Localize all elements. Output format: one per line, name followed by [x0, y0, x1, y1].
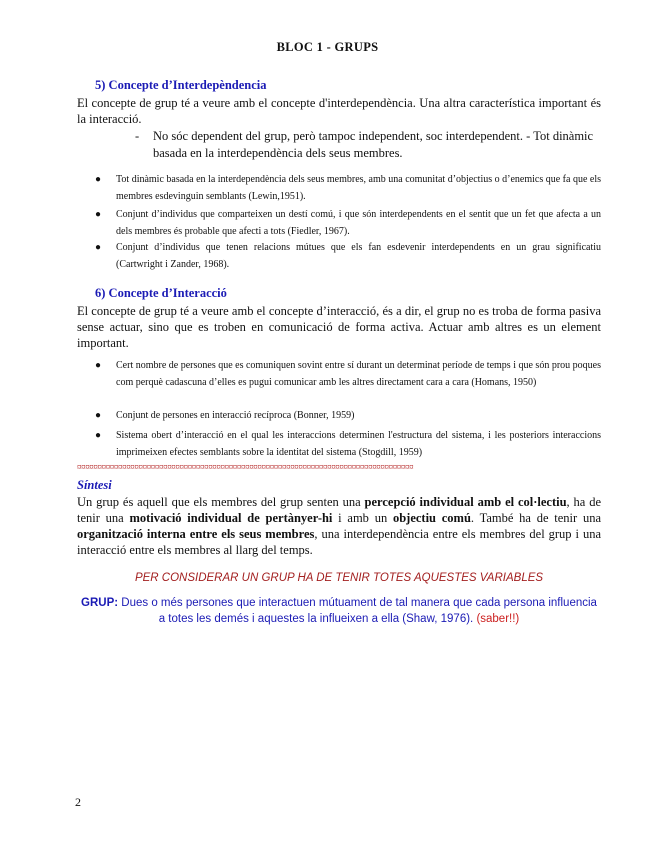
bullet-icon: ●	[95, 209, 102, 220]
bullet-icon: ●	[95, 430, 102, 441]
dash-marker: -	[135, 129, 140, 143]
list-item-text: Tot dinàmic basada en la interdependència dels seus membres, amb una comunitat d’objectius o d’enemics que fa que els membres esdevinguin semblants (Lewin,1951).	[116, 174, 601, 202]
synthesis-text: i amb un	[332, 511, 393, 525]
group-definition	[77, 595, 601, 627]
list-item	[95, 171, 601, 205]
synthesis-emphasis: organització interna entre els seus membres	[77, 527, 315, 541]
list-item-text: Conjunt d’individus que comparteixen un destí comú, i que són interdependents en el sentit que un fet que afecta a un dels membres és probable que afecti a tots (Fiedler, 1967).	[116, 209, 601, 237]
synthesis-text: Un grup és aquell que els membres del grup senten una	[77, 495, 365, 509]
definition-note: (saber!!)	[476, 613, 520, 625]
list-item-text: Conjunt de persones en interacció recíproca (Bonner, 1959)	[116, 410, 355, 421]
variables-caption: PER CONSIDERAR UN GRUP HA DE TENIR TOTES AQUESTES VARIABLES	[134, 572, 544, 584]
list-item-text: Conjunt d’individus que tenen relacions mútues que els fan esdevenir interdependents en un grau significatiu (Cartwright i Zander, 1968).	[116, 242, 601, 270]
page-title: BLOC 1 - GRUPS	[276, 40, 379, 54]
synthesis-heading: Síntesi	[77, 478, 112, 492]
synthesis-emphasis: objectiu comú	[392, 511, 471, 525]
decorative-separator: ¤¤¤¤¤¤¤¤¤¤¤¤¤¤¤¤¤¤¤¤¤¤¤¤¤¤¤¤¤¤¤¤¤¤¤¤¤¤¤¤¤¤¤¤¤¤¤¤¤¤¤¤¤¤¤¤¤¤¤¤¤¤¤¤¤¤¤¤¤¤¤¤¤¤¤¤¤¤¤¤¤¤	[77, 462, 414, 472]
page-number: 2	[75, 795, 81, 809]
section-6-paragraph: El concepte de grup té a veure amb el concepte d’interacció, és a dir, el grup no es troba de forma pasiva sense actuar, sino que es troben en comunicació de forma activa. Actuar amb altres es un element important.	[77, 304, 601, 350]
bullet-icon: ●	[95, 410, 102, 421]
list-item-text: Sistema obert d’interacció en el qual les interaccions determinen l'estructura del sistema, i les posteriors interaccions imprimeixen efectes semblants sobre la identitat del sistema (Stogdill, 1959)	[116, 430, 601, 458]
list-item-text: Cert nombre de persones que es comuniquen sovint entre sí durant un determinat període de temps i que són prou poques com perquè cadascuna d’elles es pugui comunicar amb les altres directament cara a cara (Homans, 1950)	[116, 360, 601, 388]
definition-label: GRUP:	[81, 597, 119, 609]
synthesis-text: , una interdependència entre els membres del grup i una interacció entre els membres al llarg del temps.	[77, 527, 601, 557]
definition-text: Dues o més persones que interactuen mútuament de tal manera que cada persona influencia a totes les demés i aquestes la influeixen a ella (Shaw, 1976).	[118, 597, 597, 625]
synthesis-paragraph	[77, 494, 601, 558]
dash-list-item	[135, 128, 605, 162]
section-5-heading: 5) Concepte d’Interdepèndencia	[95, 78, 267, 92]
section-5-paragraph: El concepte de grup té a veure amb el concepte d'interdependència. Una altra característica important és la interacció.	[77, 96, 601, 126]
synthesis-emphasis: percepció individual amb el col·lectiu	[364, 495, 567, 509]
bullet-icon: ●	[95, 242, 102, 253]
bullet-icon: ●	[95, 174, 102, 185]
list-item	[95, 427, 601, 461]
list-item	[95, 239, 601, 273]
list-item	[95, 357, 601, 391]
synthesis-text: . També ha de tenir una	[470, 511, 601, 525]
dash-item-text: No sóc dependent del grup, però tampoc independent, soc interdependent. - Tot dinàmic basada en la interdependència dels seus membres.	[153, 129, 594, 160]
section-6-heading: 6) Concepte d’Interacció	[95, 286, 227, 300]
bullet-icon: ●	[95, 360, 102, 371]
synthesis-text: , ha de tenir una	[77, 495, 601, 525]
list-item	[95, 407, 601, 424]
synthesis-emphasis: motivació individual de pertànyer-hi	[129, 511, 333, 525]
list-item	[95, 206, 601, 240]
